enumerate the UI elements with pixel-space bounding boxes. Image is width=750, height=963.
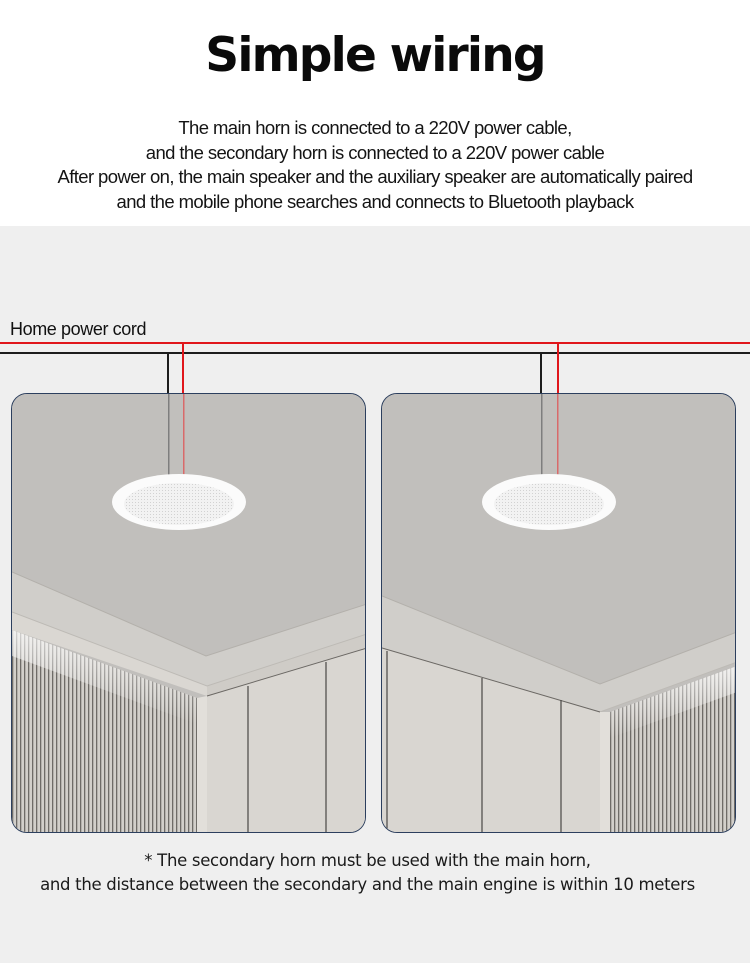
power-cord-label: Home power cord (10, 319, 147, 339)
live-drop-left (182, 343, 184, 394)
footnote (0, 849, 735, 897)
speaker-icon (112, 474, 246, 530)
ceiling-scene-illustration (382, 394, 736, 833)
speaker-icon (482, 474, 616, 530)
footnote-line: and the distance between the secondary and the main engine is within 10 meters (40, 875, 695, 894)
footnote-line: * The secondary horn must be used with the main horn, (144, 851, 591, 870)
live-drop-right (557, 343, 559, 394)
page-title: Simple wiring (205, 28, 545, 83)
main-speaker-panel (11, 393, 366, 833)
description-line: After power on, the main speaker and the auxiliary speaker are automatically paired (57, 166, 693, 187)
ceiling-scene-illustration (12, 394, 366, 833)
live-wire-main (0, 342, 750, 344)
header-section (0, 0, 750, 226)
description-line: The main horn is connected to a 220V power cable, (178, 117, 572, 138)
description (0, 116, 750, 214)
neutral-wire-main (0, 352, 750, 354)
secondary-speaker-panel (381, 393, 736, 833)
description-line: and the mobile phone searches and connects to Bluetooth playback (116, 190, 634, 212)
neutral-drop-right (540, 353, 542, 394)
description-line: and the secondary horn is connected to a 220V power cable (145, 141, 605, 163)
neutral-drop-left (167, 353, 169, 394)
